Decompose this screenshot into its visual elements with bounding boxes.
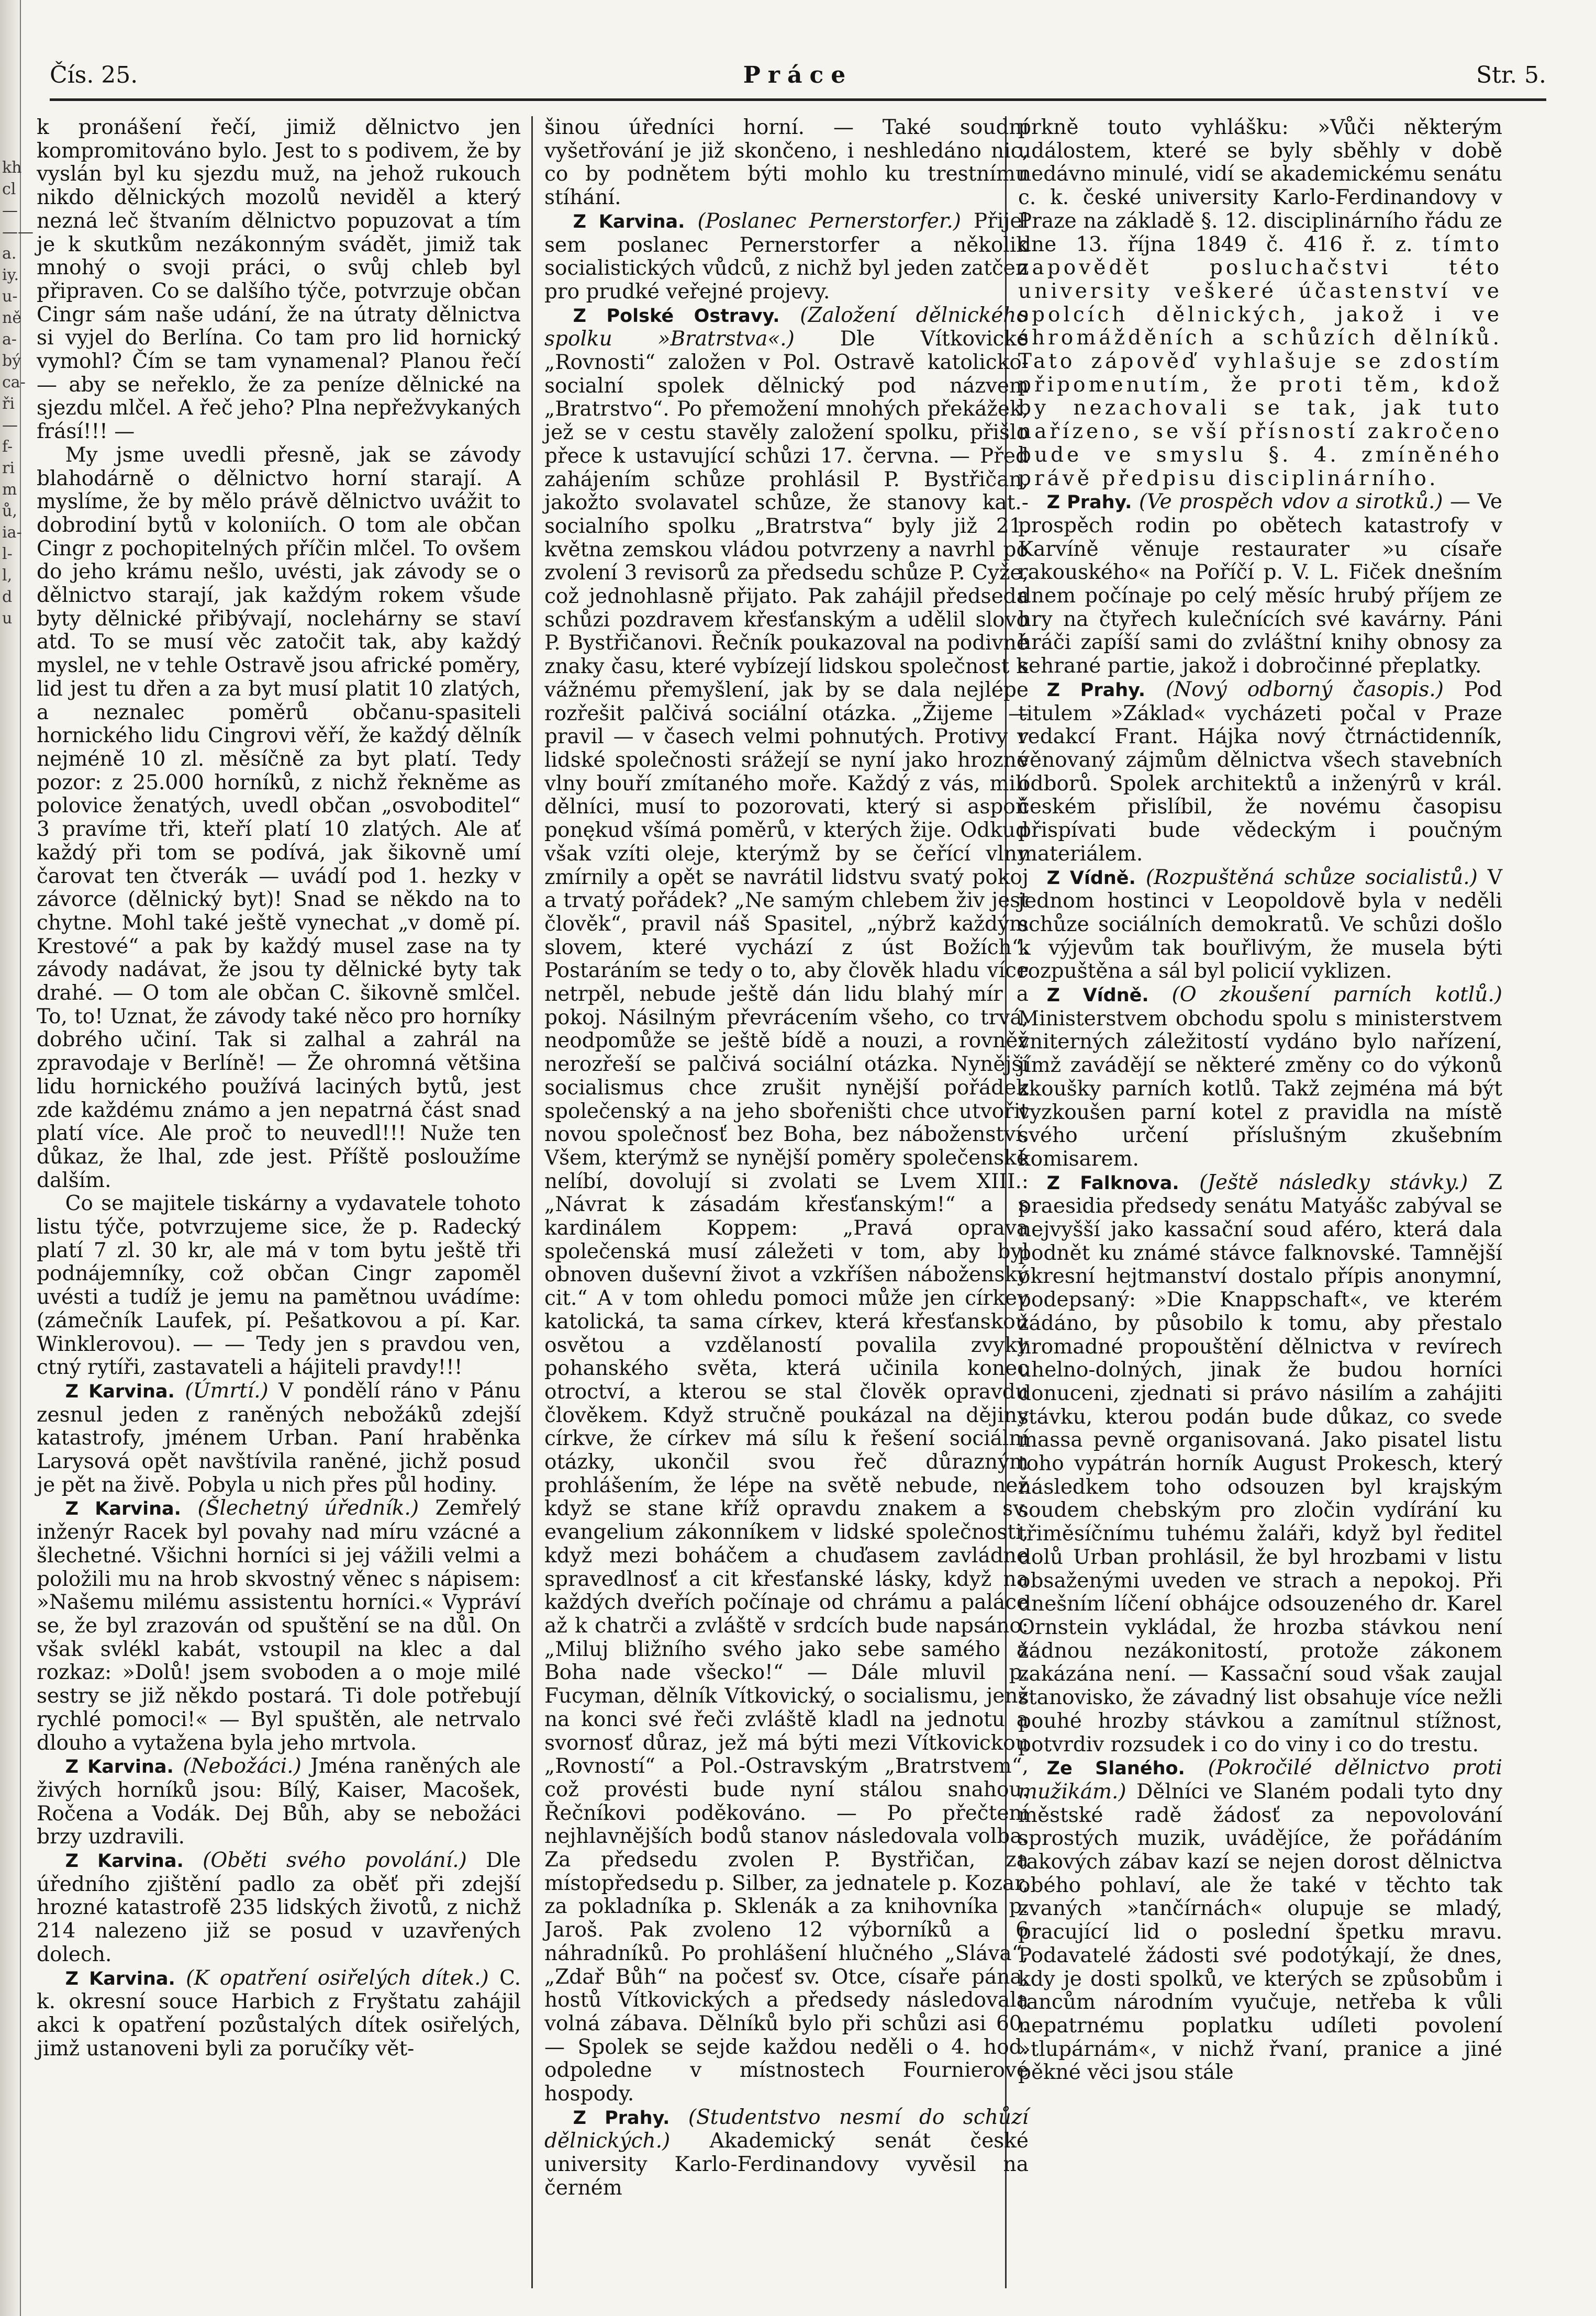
news-item — [1018, 983, 1502, 1171]
article-paragraph: šinou úředníci horní. — Také soudní vyšetřování je již skončeno, i neshledáno nic, co by podnětem býti mohlo ku trestnímu stíhání. — [544, 116, 1029, 210]
news-title: (Poslanec Pernerstorfer.) — [697, 209, 961, 233]
news-text: Z praesidia předsedy senátu Matyášc zabýval se nejvyšší jako kassační soud aféro, která dala podnět ku známé stávce falknovské. Tamnější okresní hejtmanství dostalo přípis anonymní, podepsaný: »Die Knappschaft«, ve kterém žádáno, by působilo k tomu, aby přestalo hromadné propouštění dělnictva v revírech uhelno-dolných, jinak že budou horníci donuceni, zjednati si právo násilím a zahájiti stávku, kterou podán bude důkaz, co svede massa pevně organisovaná. Jako pisatel listu toho vypátrán horník August Prokesch, který následkem toho odsouzen byl krajským soudem chebským pro zločin vydírání ku třiměsíčnímu tuhému žaláři, když byl ředitel dolů Urban prohlásil, že byl hrozbami v listu obsaženými uveden ve strach a nepokoj. Při dnešním líčení obhájce odsouzeného dr. Karel Ornstein vykládal, že hrozba stávkou není žádnou nezákonitostí, protože zákonem zakázána není. — Kassační soud však zaujal stanovisko, že závadný list obsahuje více nežli pouhé hrozby stávkou a zamítnul stížnost, potvrdiv rozsudek i co do viny i co do trestu. — [1018, 1170, 1502, 1756]
news-place: Z Karvina. — [65, 1756, 174, 1778]
page-header — [50, 62, 1546, 101]
newspaper-title: Práce — [743, 62, 853, 88]
news-title: (Oběti svého povolání.) — [203, 1849, 467, 1873]
page-number: Str. 5. — [1476, 62, 1546, 88]
news-place: Z Karvina. — [65, 1851, 184, 1872]
news-place: Z Karvina. — [65, 1381, 175, 1402]
news-place: Z Prahy. — [1046, 679, 1146, 701]
news-item — [37, 1497, 521, 1755]
adjacent-page-text: kh cl — —— a. iy. u- ně a- bý ca- ři — f- ri m ů, ia- l- l, d u — [2, 159, 34, 628]
news-text: Jména raněných ale živých horníků jsou: Bílý, Kaiser, Macošek, Ročena a Vodák. Dej Bůh, aby se nebožáci brzy uzdravili. — [37, 1754, 521, 1849]
news-title: (Rozpuštěná schůze socialistů.) — [1145, 865, 1478, 889]
news-text: V jednom hostinci v Leopoldově byla v neděli schůze sociálních demokratů. Ve schůzi došlo k výjevům tak bouřlivým, že musela býti rozpuštěna a sál byl policií vyklizen. — [1018, 865, 1502, 983]
column-3 — [1018, 116, 1502, 2288]
news-title: (Úmrtí.) — [185, 1379, 269, 1403]
news-item — [37, 1967, 521, 2061]
column-1 — [37, 116, 521, 2288]
news-item — [1018, 678, 1502, 866]
news-title: (Nebožáci.) — [183, 1754, 302, 1778]
news-item — [37, 1380, 521, 1497]
news-title: (Založení dělnického spolku »Bratrstva«.) — [544, 303, 1029, 351]
news-place: Ze Slaného. — [1046, 1758, 1185, 1780]
news-place: Z Falknova. — [1046, 1172, 1179, 1194]
column-2 — [544, 116, 1029, 2288]
news-text: Dělníci ve Slaném podali tyto dny městské radě žádosť za nepovolování sprostých muzik, uvádějíce, že pořádáním takových zábav kazí se nejen dorost dělnictva obého pohlaví, ale že také v těchto tak zvaných »tančírnách« olupuje se mladý, pracující lid o poslední špetku mravu. Podavatelé žádosti své podotýkají, že dnes, kdy je dosti spolků, ve kterých se způsobům i tancům národním vyučuje, netřeba k vůli nepatrnému poplatku udíleti povolení »tlupárnám«, v nichž řvaní, pranice a jiné pěkné věci jsou stále — [1018, 1780, 1502, 2085]
article-paragraph: My jsme uvedli přesně, jak se závody blahodárně o dělnictvo horní starají. A myslíme, že by mělo právě dělnictvo uvážit to dobrodiní bytů v koloniích. O tom ale občan Cingr z pochopitelných příčin mlčel. To ovšem do jeho krámu nešlo, uvésti, jak závody se o dělnictvo starají, jak každým rokem všude byty dělnické přibývají, noclehárny se staví atd. To se musí věc zatočit tak, aby každý myslel, ne v tehle Ostravě jsou africké poměry, lid jest tu dřen a za byt musí platit 10 zlatých, a neznalec poměrů občanu-spasiteli hornického lidu Cingrovi věří, že každý dělník nejméně 10 zl. měsíčně za byt platí. Tedy pozor: z 25.000 horníků, z nichž řekněme as polovice ženatých, uvedl občan „osvoboditel“ 3 pravíme tři, kteří platí 10 zlatých. Ale ať každý při tom se podívá, jak šikovně umí čarovat ten čtverák — uvádí pod 1. hezky v závorce (dělnický byt)! Snad se někdo na to chytne. Mohl také ještě vynechat „v domě pí. Krestové“ a pak by každý musel zase na ty závody nadávat, že jsou ty dělnické byty tak drahé. — O tom ale občan C. šikovně smlčel. To, to! Uznat, že závody také něco pro horníky dobrého učiní. Tak si zalhal a zahrál na zpravodaje v Berlíně! — Že ohromná většina lidu hornického používá laciných bytů, jest zde každému známo a jen nepatrná část snad platí více. Ale proč to neuvedl!!! Nuže ten důkaz, že lhal, zde jest. Příště posloužíme dalším. — [37, 443, 521, 1192]
spaced-text: tímto zapovědět posluchačstvi této university veškeré účastenství ve spolcích dělnických, jakož i ve shromážděních a schůzích dělníků. Tato zápověď vyhlašuje se zdostím připomenutím, že proti těm, kdož by nezachovali se tak, jak tuto nařízeno, se vší přísností zakročeno bude ve smyslu §. 4. zmíněného právě předpisu disciplinárního. — [1018, 232, 1502, 490]
news-title: (Šlechetný úředník.) — [197, 1496, 419, 1520]
news-text: Přijel sem poslanec Pernerstorfer a několik socialistických vůdců, z nichž byl jeden zatčen pro prudké veřejné projevy. — [544, 209, 1029, 304]
news-text: Pod titulem »Základ« vycházeti počal v Praze redakcí Frant. Hájka nový čtrnáctidenník, věnovaný zájmům dělnictva všech stavebních odborů. Spolek architektů a inženýrů v král. českém přislíbil, že novému časopisu přispívati bude vědeckým i poučným materiálem. — [1018, 677, 1502, 866]
news-item — [544, 2106, 1029, 2200]
news-place: Z Karvina. — [65, 1968, 175, 1989]
news-item — [1018, 1171, 1502, 1757]
news-title: (O zkoušení parních kotlů.) — [1171, 983, 1502, 1007]
news-title: (Studentstvo nesmí do schůzí dělnických.) — [544, 2105, 1029, 2153]
news-item — [1018, 866, 1502, 984]
article-paragraph: Co se majitele tiskárny a vydavatele tohoto listu týče, potvrzujeme sice, že p. Radecký platí 7 zl. 30 kr, ale má v tom bytu ještě tři podnájemníky, což občan Cingr zapoměl uvésti a tudíž je jemu na pamětnou uvádíme: (zámečník Laufek, pí. Pešatkovou a pí. Kar. Winklerovou). — — Tedy jen s pravdou ven, ctný rytíři, zastavateli a hájiteli pravdy!!! — [37, 1192, 521, 1380]
news-text: Akademický senát české university Karlo-Ferdinandovy vyvěsil na černém — [544, 2129, 1029, 2200]
adjacent-page-edge — [0, 0, 34, 2316]
news-item — [37, 1755, 521, 1849]
article-paragraph: k pronášení řečí, jimiž dělnictvo jen kompromitováno bylo. Jest to s podivem, že by vyslán byl ku sjezdu muž, na jehož rukouch nikdo dělnických mozolů neviděl a který nezná leč štvaním dělnictvo popuzovat a tím je k skutkům nezákonným svádět, jimiž tak mnohý o svoji práci, o svůj chleb byl připraven. Co se dalšího týče, potvrzuje občan Cingr sám naše udání, že na útraty dělnictva si vyjel do Berlína. Co tam pro lid hornický vymohl? Čím se tam vynamenal? Planou řečí — aby se neřeklo, že za peníze dělnické na sjezdu mlčel. A řeč jeho? Plna nepřežvykaných frásí!!! — — [37, 116, 521, 444]
news-place: Z Prahy. — [1046, 492, 1132, 513]
news-text: Dle Vítkovické „Rovnosti“ založen v Pol. Ostravě katolicko-socialní spolek dělnický pod názvem „Bratrstvo“. Po přemožení mnohých překážek, jež se v cestu stavěly založení spolku, přišlo přece k ustavující schůzi 17. června. — Před zahájením schůze prohlásil P. Bystřičan, jakožto svolavatel schůze, že stanovy kat.-socialního spolku „Bratrstva“ byly již 21. května zemskou vládou potvrzeny a navrhl po zvolení 3 revisorů za předsedu schůze P. Cyže, což jednohlasně přijato. Pak zahájil předseda schůzi pozdravem křesťanským a udělil slovo P. Bystřičanovi. Řečník poukazoval na podivné znaky času, které vybízejí lidskou společnost k vážnému přemyšlení, jak by se dala nejlépe rozřešit palčivá sociální otázka. „Žijeme — pravil — v časech velmi pohnutých. Protivy v lidské společnosti srážejí se nyní jako hrozné vlny bouří zmítaného moře. Každý z vás, milí dělníci, musí to pozorovati, který si aspoň ponękud všímá poměrů, v kterých žije. Odkud však vzíti oleje, kterýmž by se čeřící vlny zmírnily a opět se navrátil lidstvu svatý pokoj a trvatý pořádek? „Ne samým chlebem živ jest člověk“, pravil náš Spasitel, „nýbrž každým slovem, které vychází z úst Božích“. Postaráním se tedy o to, aby člověk hladu více netrpěl, nebude ještě dán lidu blahý mír a pokoj. Násilným převrácením všeho, co trvá, neodpomůže se ještě bídě a nouzi, a rovněž nerozřeší se palčivá sociální otázka. Nynější socialismus chce zrušit nynější pořádek společenský a na jeho sbořeništi chce utvořit novou společnosť bez Boha, bez náboženství. Všem, kterýmž se nynější poměry společenské nelíbí, dovolují si zvolati se Lvem XIII.: „Návrat k zásadám křesťanským!“ a s kardinálem Koppem: „Pravá oprava společenská musí záležeti v tom, aby byl obnoven duševní život a vzkříšen náboženský cit.“ A v tom ohledu pomoci může jen církev katolická, ta sama církev, která křesťanskou osvětou a vzdělaností povalila zvyky pohanského světa, která učinila konec otroctví, a kterou se stal člověk opravdu člověkem. Když stručně poukázal na dějiny církve, že církev má sílu k řešení sociální otázky, ukončil svou řeč důrazným prohlášením, že lépe na světě nebude, než když se stane kříž opravdu znakem a sv. evangelium zákonníkem v lidské společnosti, když mezi boháčem a chuďasem zavládne spravedlnosť a cit křesťanské lásky, když na každých dveřích počínaje od chrámu a paláce až k chatrči a zvláště v srdcích bude napsáno: „Miluj bližního svého jako sebe samého a Boha nade všecko!“ — Dále mluvil p. Fucyman, dělník Vítkovický, o socialismu, jenž na konci své řeči zvláště kladl na jednotu a svornosť důraz, jež má býti mezi Vítkovickou „Rovností“ a Pol.-Ostravským „Bratrstvem“, což provésti bude nyní stálou snahou. Řečníkovi poděkováno. — Po přečtení nejhlavnějších bodů stanov následovala volba. Za předsedu zvolen P. Bystřičan, za místopředsedu p. Silber, za jednatele p. Kozar, za pokladníka p. Sklenák a za knihovníka p. Jaroš. Pak zvoleno 12 výborníků a 6 náhradníků. Po prohlášení hlučného „Sláva“, „Zdař Bůh“ na počesť sv. Otce, císaře pána, hostů Vítkovických a předsedy následovala volná zábava. Dělníků bylo při schůzi asi 60. — Spolek se sejde každou neděli o 4. hod. odpoledne v místnostech Fournierové hospody. — [544, 327, 1029, 2106]
news-item — [37, 1849, 521, 1967]
news-text: Ministerstvem obchodu spolu s ministerstvem vniterných záležitostí vydáno bylo nařízení, jímž zavádějí se některé změny co do výkonů zkoušky parních kotlů. Takž zejména má být vyzkoušen parní kotel z pravidla na místě svého určení příslušným zkušebním komisarem. — [1018, 1006, 1502, 1171]
news-place: Z Polské Ostravy. — [573, 305, 780, 327]
news-text: Dle úředního zjištění padlo za oběť při zdejší hrozné katastrofě 235 lidských životů, z nichž 214 nalezeno již se posud v uzavřených dolech. — [37, 1849, 521, 1966]
news-text: — Ve prospěch rodin po obětech katastrofy v Karvíně věnuje restaurater »u císaře rakouského« na Poříčí p. V. L. Fiček dnešním dnem počínaje po celý měsíc hrubý příjem ze hry na čtyřech kulečnících své kavárny. Páni hráči zapíší sami do zvláštní knihy obnosy za sehrané partie, jakož i dobročinné přeplatky. — [1018, 490, 1502, 678]
news-text: prkně touto vyhlášku: »Vůči některým událostem, které se byly sběhly v době nedávno minulé, vidí se akademickému senátu c. k. české university Karlo-Ferdinandovy v Praze na základě §. 12. disciplinárního řádu ze dne 13. října 1849 č. 416 ř. z. — [1018, 116, 1502, 256]
news-text: Zemřelý inženýr Racek byl povahy nad míru vzácné a šlechetné. Všichni horníci si jej vážili velmi a položili mu na hrob skvostný věnec s nápisem: »Našemu milému assistentu horníci.« Vypráví se, že byl zrazován od spuštění se na důl. On však svlékl kabát, vstoupil na klec a dal rozkaz: »Dolů! jsem svoboden a o moje milé sestry se již někdo postará. Ti dole potřebují rychlé pomoci!« — Byl spuštěn, ale netrvalo dlouho a vytažena byla jeho mrtvola. — [37, 1496, 521, 1755]
issue-number: Čís. 25. — [50, 62, 138, 88]
news-place: Z Vídně. — [1046, 985, 1149, 1006]
column-rule — [531, 116, 533, 2288]
news-title: (Ve prospěch vdov a sirotků.) — [1139, 490, 1443, 514]
news-title: (Ještě následky stávky.) — [1199, 1170, 1468, 1194]
news-title: (Nový odborný časopis.) — [1165, 677, 1444, 701]
news-text: C. k. okresní souce Harbich z Fryštatu zahájil akci k opatření pozůstalých dítek osiřelých, jimž ustanoveni byli za poručíky vět- — [37, 1966, 521, 2061]
news-item — [1018, 490, 1502, 678]
news-place: Z Karvina. — [65, 1498, 181, 1520]
news-place: Z Karvina. — [573, 211, 685, 232]
news-item — [1018, 1756, 1502, 2085]
news-text: V pondělí ráno v Pánu zesnul jeden z raněných nebožáků zdejší katastrofy, jménem Urban. Paní hraběnka Larysová opět navštívila raněné, jichž posud je pět na živě. Pobyla u nich přes půl hodiny. — [37, 1379, 521, 1497]
article-paragraph — [1018, 116, 1502, 490]
news-place: Z Prahy. — [573, 2107, 670, 2129]
news-item — [544, 210, 1029, 304]
news-title: (K opatření osiřelých dítek.) — [186, 1966, 489, 1990]
news-title: (Pokročilé dělnictvo proti mužikám.) — [1018, 1756, 1502, 1804]
news-item — [544, 304, 1029, 2106]
news-place: Z Vídně. — [1046, 867, 1136, 889]
